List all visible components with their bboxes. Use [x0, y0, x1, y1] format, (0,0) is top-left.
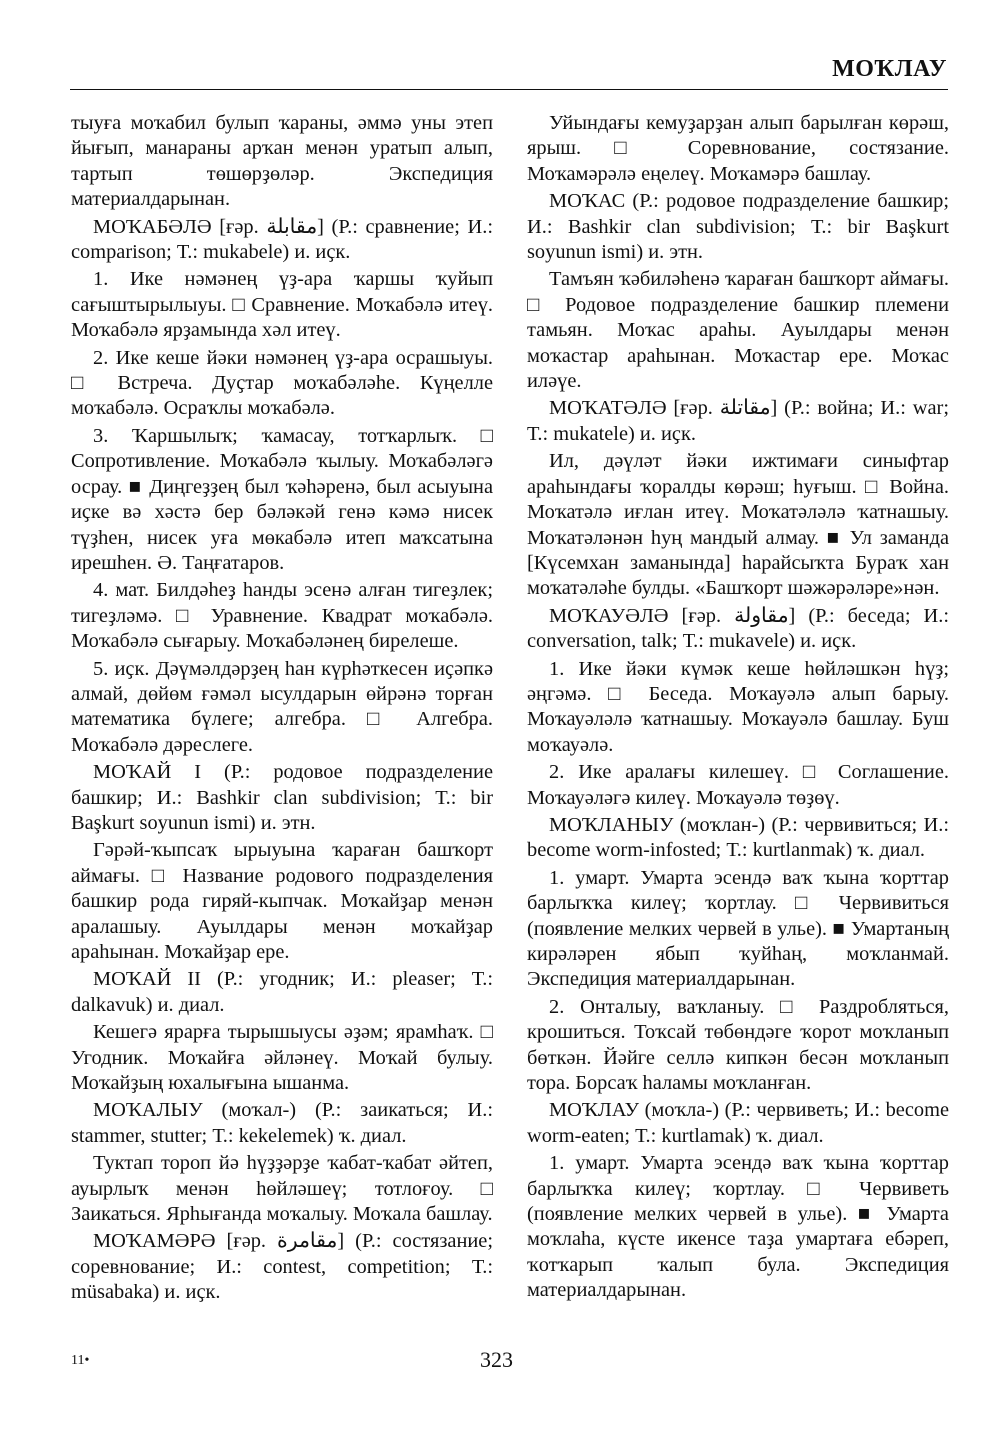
entry-mokabele-sense-1: 1. Ике нәмәнең үҙ-ара ҡаршы ҡуйып сағыштырылыуы. □ Сравнение. Моҡабәлә итеү. Моҡабәлә ярҙамында хәл итеү. — [71, 268, 493, 342]
entry-mokauele-sense-2: 2. Ике аралағы килешеү. □ Соглашение. Моҡауәләгә килеү. Моҡауәлә төҙөү. — [527, 761, 949, 809]
entry-mokai-1-headword: МОҠАЙ I (Р.: родовое подразделение башкир; И.: Bashkir clan subdivision; Т.: bir Başkurt soyunun ismi) и. этн. — [71, 761, 493, 834]
entry-moklanyu-sense-1: 1. умарт. Умарта эсендә ваҡ ҡына ҡорттар барлыҡҡа килеү; ҡортлау. □ Червивиться (появление мелких червей в улье). ■ Умартаның кирәләрен ябып ҡуйһаң, моҡланмай. Экспедиция материалдарынан. — [527, 866, 949, 991]
signature-mark: 11• — [71, 1353, 90, 1368]
entry-mokauele-sense-1: 1. Ике йәки күмәк кеше һөйләшкән һүҙ; әңгәмә. □ Беседа. Моҡауәлә алып барыу. Моҡауәләлә ҡатнашыу. Моҡауәлә башлау. Буш моҡауәлә. — [527, 657, 949, 756]
entry-mokatele-body: Ил, дәүләт йәки ижтимағи синыфтар араһындағы ҡоралды көрәш; һуғыш. □ Война. Моҡатәлә иғлан итеү. Моҡатәләлә ҡатнашыу. Моҡатәләнән һуң мандый алмау. ■ Ул заманда [Күсемхан заманында] һарайсыҡта Бураҡ хан моҡатәләһе булды. «Башҡорт шәжәрәләре»нән. — [527, 450, 949, 600]
entry-mokalyu-headword: МОҠАЛЫУ (моҡал-) (Р.: заикаться; И.: stammer, stutter; Т.: kekelemek) ҡ. диал. — [71, 1099, 493, 1147]
entry-mokalyu-body: Туктап тороп йә һүҙҙәрҙе ҡабат-ҡабат әйтеп, ауырлыҡ менән һөйләшеү; тотлоғоу. □ Заикаться. Ярһығанда моҡалыу. Моҡала башлау. — [71, 1152, 493, 1226]
left-column — [71, 111, 493, 1308]
entry-mokas-body: Тамъян ҡәбиләһенә ҡараған башҡорт аймағы. □ Родовое подразделение башкир племени тамьян. Моҡас араһы. Ауылдары менән моҡастар араһынан. Моҡастар ере. Моҡас иләүе. — [527, 268, 949, 393]
entry-mokamere-body: Уйындағы кемуҙарҙан алып барылған көрәш, ярыш. □ Соревнование, состязание. Моҡамәрәлә еңелеү. Моҡамәрә башлау. — [527, 112, 949, 185]
entry-mokai-2-body: Кешегә ярарға тырышыусы әҙәм; ярамһаҡ. □ Угодник. Моҡайға әйләнеү. Моҡай булыу. Моҡайҙың юхалығына ышанма. — [71, 1021, 493, 1095]
entry-mokai-2-headword: МОҠАЙ II (Р.: угодник; И.: pleaser; Т.: dalkavuk) и. диал. — [71, 968, 493, 1016]
header-rule — [70, 89, 948, 90]
entry-mokatele-headword: МОҠАТӘЛӘ [ғәр. مقاتلة] (Р.: война; И.: war; Т.: mukatele) и. иҫк. — [527, 397, 949, 445]
entry-continuation: тыуға моҡабил булып ҡараны, әммә уны этеп йығып, манараны арҡан менән уратып алып, тартып төшөрҙөләр. Экспедиция материалдарынан. — [71, 112, 493, 211]
entry-moklau-sense-1: 1. умарт. Умарта эсендә ваҡ ҡына ҡорттар барлыҡҡа килеү; ҡортлау. □ Червиветь (появление мелких червей в улье). ■ Умарта моҡлаһа, күсте икенсе таҙа умартаға ебәреп, ҡотҡарып ҡалып була. Экспедиция материалдарынан. — [527, 1152, 949, 1302]
entry-moklau-headword: МОҠЛАУ (моҡла-) (Р.: червиветь; И.: become worm-eaten; Т.: kurtlamak) ҡ. диал. — [527, 1099, 949, 1147]
running-head: МОҠЛАУ — [832, 56, 947, 82]
entry-mokauele-headword: МОҠАУӘЛӘ [ғәр. مقاولة] (Р.: беседа; И.: conversation, talk; Т.: mukavele) и. иҫк. — [527, 604, 950, 653]
entry-moklanyu-sense-2: 2. Онталыу, ваҡланыу. □ Раздробляться, крошиться. Тоҡсай төбөндәге ҡорот моҡланып бөткән. Йәйге селлә кипкән бесән моҡланып тора. Борсаҡ һаламы моҡланған. — [527, 995, 949, 1095]
entry-mokabele-sense-2: 2. Ике кеше йәки нәмәнең үҙ-ара осрашыуы. □ Встреча. Дуҫтар моҡабәләһе. Күңелле моҡабәлә. Осраҡлы моҡабәлә. — [71, 346, 493, 420]
entry-mokai-1-body: Гәрәй-ҡыпсаҡ ырыуына ҡараған башҡорт аймағы. □ Название родового подразделения башкир рода гиряй-кыпчак. Моҡайҙар менән аралашыу. Ауылдары менән моҡайҙар араһынан. Моҡайҙар ере. — [71, 839, 493, 963]
page-number: 323 — [480, 1347, 513, 1372]
entry-moklanyu-headword: МОҠЛАНЫУ (моҡлан-) (Р.: червивиться; И.: become worm-infosted; Т.: kurtlanmak) ҡ. диал. — [527, 813, 949, 862]
right-column — [527, 111, 949, 1306]
entry-mokabele-sense-3: 3. Ҡаршылыҡ; ҡамасау, тотҡарлыҡ. □ Сопротивление. Моҡабәлә ҡылыу. Моҡабәләгә осрау. ■ Диңгеҙҙең был ҡәһәренә, был асыуына иҫке вә хәстә бер бәләкәй генә кәмә нисек түҙһен, нисек уға мөкабәлә итеп маҡсатына ирешһен. Ә. Таңғатаров. — [71, 424, 493, 574]
entry-mokas-headword: МОҠАС (Р.: родовое подразделение башкир; И.: Bashkir clan subdivision; Т.: bir Başkurt soyunun ismi) и. этн. — [527, 190, 949, 264]
entry-mokamere-headword: МОҠАМӘРӘ [ғәр. مقامرة] (Р.: состязание; соревнование; И.: contest, competition; Т.: müsabaka) и. иҫк. — [71, 1230, 493, 1304]
entry-mokabele-sense-4: 4. мат. Билдәһеҙ һанды эсенә алған тигеҙлек; тигеҙләмә. □ Уравнение. Квадрат моҡабәлә. Моҡабәлә сығарыу. Моҡабәләнең бирелеше. — [71, 579, 493, 653]
entry-mokabele-sense-5: 5. иҫк. Дәүмәлдәрҙең һан күрһәткесен иҫәпкә алмай, дөйөм ғәмәл ысулдарын өйрәнә торған математика бүлеге; алгебра. □ Алгебра. Моҡабәлә дәреслеге. — [71, 657, 493, 756]
entry-mokabele-headword: МОҠАБӘЛӘ [ғәр. مقابلة] (Р.: сравнение; И.: comparison; Т.: mukabele) и. иҫк. — [71, 215, 493, 264]
